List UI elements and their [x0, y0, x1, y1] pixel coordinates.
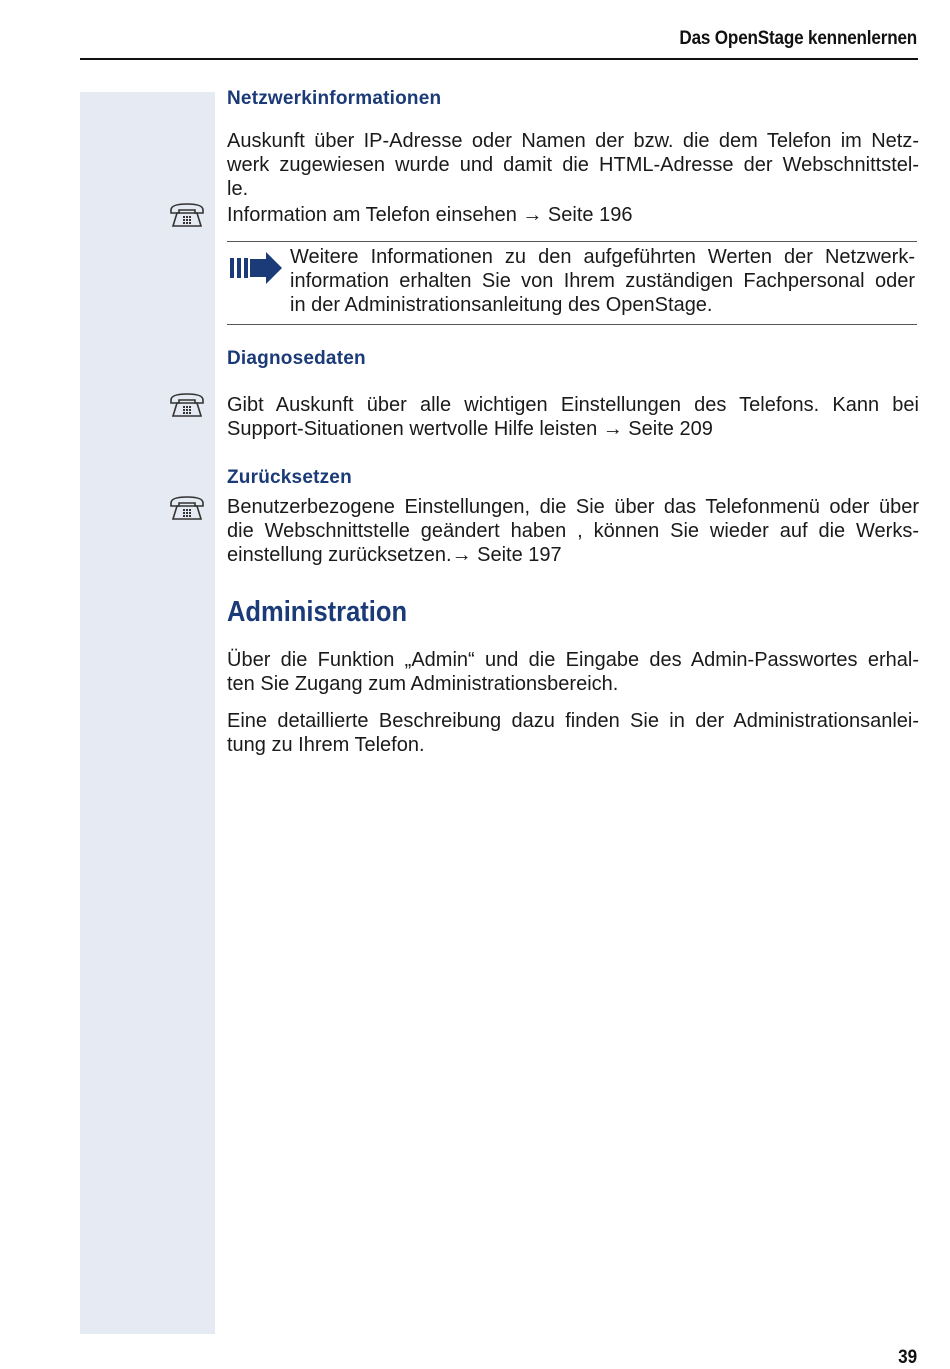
heading-zuruecksetzen: Zurücksetzen	[227, 467, 352, 488]
netzwerk-phone-line	[227, 203, 919, 227]
header-rule	[80, 58, 918, 60]
reset-body-line-1: Benutzerbezogene Einstellungen, die Sie über das Telefonmenü oder über	[227, 496, 919, 518]
netzwerk-body-line-2: werk zugewiesen wurde und damit die HTML-Adresse der Webschnittstel-	[227, 154, 919, 176]
diagnose-body	[227, 393, 919, 441]
netzwerk-body-line-3: le.	[227, 178, 249, 200]
note-line-2: information erhalten Sie von Ihrem zuständigen Fachpersonal oder	[290, 270, 915, 292]
netzwerk-body-line-1: Auskunft über IP-Adresse oder Namen der bzw. die dem Telefon im Netz-	[227, 130, 919, 152]
page-header-title: Das OpenStage kennenlernen	[679, 28, 917, 49]
admin-para-1	[227, 648, 919, 696]
admin-para-2-line-2: tung zu Ihrem Telefon.	[227, 734, 425, 756]
netzwerk-phone-line-text: Information am Telefon einsehen → Seite 196	[227, 204, 633, 226]
note-line-1: Weitere Informationen zu den aufgeführten Werten der Netzwerk-	[290, 246, 915, 268]
note-text	[290, 245, 915, 317]
note-bottom-rule	[227, 324, 917, 325]
admin-para-1-line-2: ten Sie Zugang zum Administrationsbereich.	[227, 673, 619, 695]
heading-netzwerkinformationen: Netzwerkinformationen	[227, 88, 442, 109]
heading-diagnosedaten: Diagnosedaten	[227, 348, 366, 369]
admin-para-2-line-1: Eine detaillierte Beschreibung dazu finden Sie in der Administrationsanlei-	[227, 710, 919, 732]
reset-body	[227, 495, 919, 567]
note-arrow-icon	[228, 250, 284, 286]
note-line-3: in der Administrationsanleitung des OpenStage.	[290, 294, 713, 316]
admin-para-1-line-1: Über die Funktion „Admin“ und die Eingabe des Admin-Passwortes erhal-	[227, 649, 919, 671]
phone-icon	[168, 391, 206, 419]
heading-administration: Administration	[227, 596, 408, 628]
netzwerk-body	[227, 129, 919, 201]
phone-icon	[168, 201, 206, 229]
reset-body-line-3: einstellung zurücksetzen.→ Seite 197	[227, 544, 562, 566]
diagnose-body-line-2: Support-Situationen wertvolle Hilfe leisten → Seite 209	[227, 418, 713, 440]
phone-icon	[168, 494, 206, 522]
note-top-rule	[227, 241, 917, 242]
left-margin-sidebar	[80, 92, 215, 1334]
diagnose-body-line-1: Gibt Auskunft über alle wichtigen Einstellungen des Telefons. Kann bei	[227, 394, 919, 416]
reset-body-line-2: die Webschnittstelle geändert haben , können Sie wieder auf die Werks-	[227, 520, 919, 542]
admin-para-2	[227, 709, 919, 757]
page-number: 39	[897, 1347, 917, 1368]
